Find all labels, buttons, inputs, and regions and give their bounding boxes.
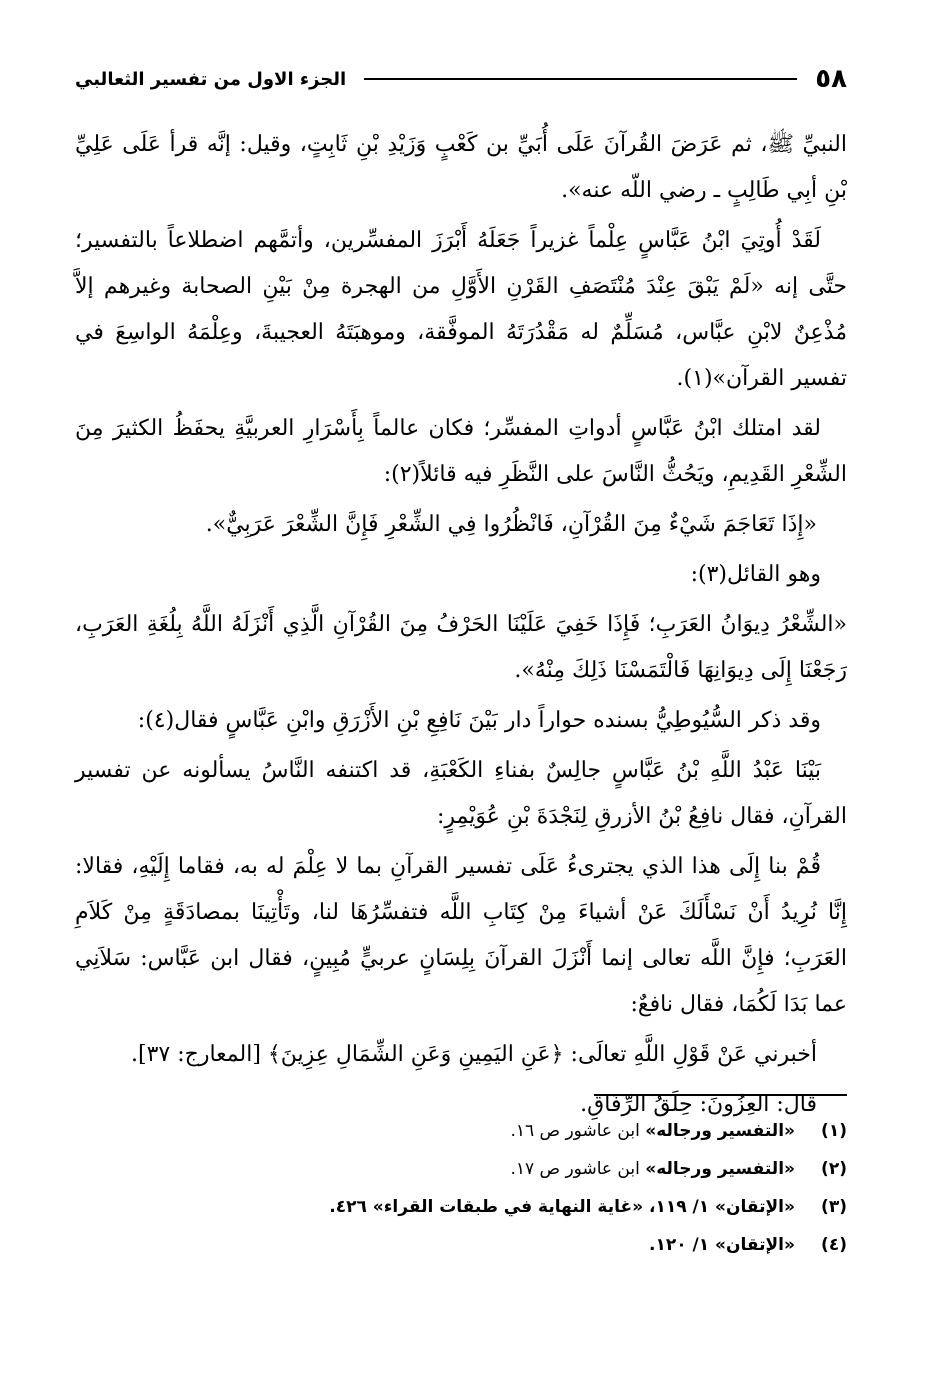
footnote-book: «الإتقان» ١/ ١١٩، «غاية النهاية في طبقات القراء» ٤٢٦. — [329, 1197, 795, 1217]
paragraph: النبيِّ ﷺ، ثم عَرَضَ القُرآنَ عَلَى أُبَيِّ بن كَعْبٍ وَزَيْدِ بْنِ ثَابِتٍ، وقيل: إنَّه قرأ عَلَى عَلِيِّ بْنِ أبِي طَالِبٍ ـ رضي اللّه عنه». — [75, 132, 847, 203]
verse-question: أخبرني عَنْ قَوْلِ اللَّهِ تعالَى: ﴿عَنِ اليَمِينِ وَعَنِ الشِّمَالِ عِزِينَ﴾ [المعارج: ٣٧]. — [131, 1042, 817, 1067]
paragraph: وهو القائل(٣): — [690, 562, 821, 587]
paragraph: بَيْنَا عَبْدُ اللَّهِ بْنُ عَبَّاسٍ جالِسٌ بفناءِ الكَعْبَةِ، قد اكتنفه النَّاسُ يسألونه عن تفسير القرآنِ، فقال نافِعُ بْنُ الأزرقِ لِنَجْدَةَ بْنِ عُوَيْمِرٍ: — [75, 758, 847, 829]
paragraph: لقد امتلك ابْنُ عَبَّاسٍ أدواتِ المفسِّر؛ فكان عالماً بِأَسْرَارِ العربيَّةِ يحفَظُ الكثيرَ مِنَ الشِّعْرِ القَدِيمِ، ويَحُثُّ النَّاسَ على النَّظَرِ فيه قائلاً(٢): — [75, 416, 847, 487]
footnote-book: «التفسير ورجاله» — [645, 1121, 795, 1141]
header-rule — [364, 78, 797, 80]
main-text — [75, 122, 847, 1132]
quotation: «الشِّعْرُ دِيوَانُ العَرَبِ؛ فَإِذَا خَفِيَ عَلَيْنَا الحَرْفُ مِنَ القُرْآنِ الَّذِي أَنْزَلَهُ اللَّهُ بِلُغَةِ العَرَبِ، رَجَعْنَا إِلَى دِيوَانِهَا فَالْتَمَسْنَا ذَلِكَ مِنْهُ». — [75, 612, 847, 683]
footnote-number: (٣) — [821, 1197, 847, 1217]
running-title: الجزء الاول من تفسير الثعالبي — [75, 68, 347, 90]
footnote-book: «التفسير ورجاله» — [645, 1159, 795, 1179]
footnote-number: (٢) — [821, 1159, 847, 1179]
footnote-text — [510, 1150, 795, 1188]
footnote-text — [649, 1226, 795, 1264]
quotation: «إِذَا تَعَاجَمَ شَيْءٌ مِنَ القُرْآنِ، فَانْظُرُوا فِي الشِّعْرِ فَإِنَّ الشِّعْرَ عَرَبِيٌّ». — [205, 512, 817, 537]
footnote-number: (١) — [821, 1121, 847, 1141]
verse-answer: قال: العِزُونَ: حِلَقُ الرِّفَاقِ. — [580, 1092, 817, 1117]
footnote — [75, 1150, 847, 1188]
paragraph: لَقَدْ أُوتِيَ ابْنُ عَبَّاسٍ عِلْماً غزيراً جَعَلَهُ أَبْرَزَ المفسِّرين، وأتمَّهم اضطلاعاً بالتفسير؛ حتَّى إنه «لَمْ يَبْقَ عِنْدَ مُنْتَصَفِ القَرْنِ الأَوَّلِ من الهجرة مِنْ بَيْنِ الصحابة وغيرهم إلاَّ مُذْعِنٌ لابْنِ عبَّاس، مُسَلِّمٌ له مَقْدُرَتَهُ الموفَّقة، وموهبَتَهُ العجيبةَ، وعِلْمَهُ الواسِعَ في تفسير القرآن»(١). — [75, 228, 847, 391]
footnote-text — [510, 1112, 795, 1150]
footnote — [75, 1112, 847, 1150]
page-header — [75, 62, 847, 96]
footnote — [75, 1226, 847, 1264]
footnote — [75, 1188, 847, 1226]
footnote-number: (٤) — [821, 1235, 847, 1255]
footnote-text — [329, 1188, 795, 1226]
footnote-book: «الإتقان» ١/ ١٢٠. — [648, 1235, 795, 1255]
footnote-ref: ابن عاشور ص ١٦. — [510, 1121, 646, 1141]
paragraph: قُمْ بنا إِلَى هذا الذي يجترىءُ عَلَى تفسير القرآنِ بما لا عِلْمَ له به، فقاما إِلَيْهِ، فقالا: إِنَّا نُرِيدُ أَنْ نَسْأَلَكَ عَنْ أشياءَ مِنْ كِتَابِ اللَّه فتفسِّرُهَا لنا، وتَأْتِينَا بمصادَقَةٍ مِنْ كَلاَمِ العَرَبِ؛ فإِنَّ اللَّه تعالى إنما أَنْزَلَ القرآنَ بِلِسَانٍ عربيٍّ مُبِينٍ، فقال ابن عَبَّاس: سَلاَنِي عما بَدَا لَكُمَا، فقال نافعٌ: — [75, 854, 847, 1017]
footnote-ref: ابن عاشور ص ١٧. — [510, 1159, 646, 1179]
footnotes — [75, 1112, 847, 1264]
page-number: ٥٨ — [815, 64, 847, 94]
footnote-separator — [594, 1094, 847, 1096]
paragraph: وقد ذكر السُّيُوطِيُّ بسنده حواراً دار بَيْنَ نَافِعِ بْنِ الأَزْرَقِ وابْنِ عَبَّاسٍ فقال(٤): — [137, 708, 821, 733]
